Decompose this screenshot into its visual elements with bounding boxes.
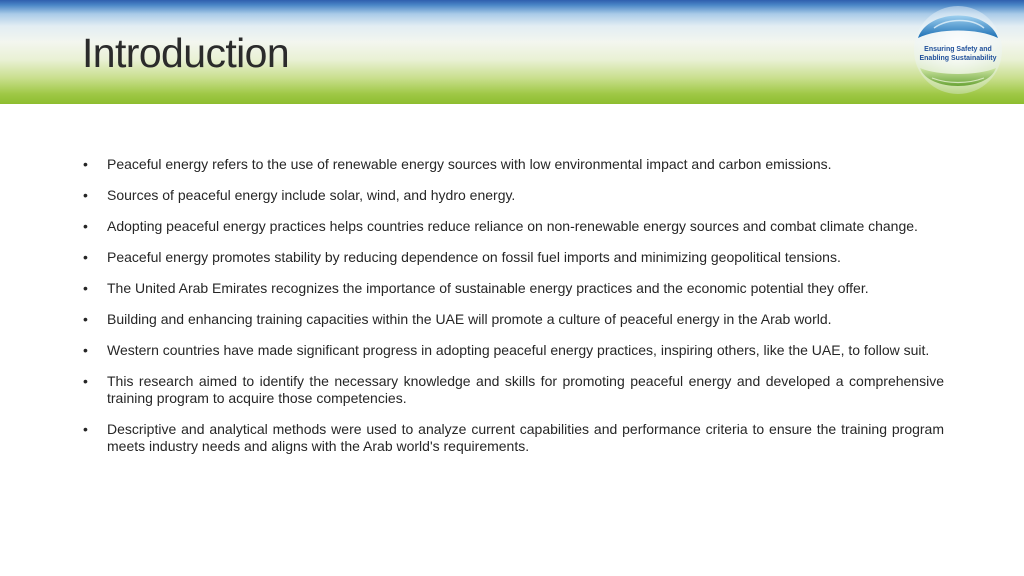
bullet-item: • Peaceful energy refers to the use of renewable energy sources with low environmental impact and carbon emissions. [80, 156, 944, 173]
bullet-item: • This research aimed to identify the necessary knowledge and skills for promoting peaceful energy and developed a comprehensive training program to acquire those competencies. [80, 373, 944, 407]
bullet-item: • Peaceful energy promotes stability by reducing dependence on fossil fuel imports and minimizing geopolitical tensions. [80, 249, 944, 266]
logo-tagline-line2: Enabling Sustainability [919, 55, 997, 62]
logo-tagline-line1: Ensuring Safety and [924, 46, 992, 53]
bullet-item: • Western countries have made significant progress in adopting peaceful energy practices, inspiring others, like the UAE, to follow suit. [80, 342, 944, 359]
logo-tagline [908, 45, 1008, 63]
logo [908, 4, 1008, 100]
bullet-list [80, 156, 944, 469]
slide-title: Introduction [82, 30, 290, 76]
bullet-item: • Adopting peaceful energy practices helps countries reduce reliance on non-renewable energy sources and combat climate change. [80, 218, 944, 235]
bullet-item: • Sources of peaceful energy include solar, wind, and hydro energy. [80, 187, 944, 204]
bullet-item: • The United Arab Emirates recognizes the importance of sustainable energy practices and the economic potential they offer. [80, 280, 944, 297]
bullet-item: • Descriptive and analytical methods were used to analyze current capabilities and performance criteria to ensure the training program meets industry needs and aligns with the Arab world's requirements. [80, 421, 944, 455]
bullet-item: • Building and enhancing training capacities within the UAE will promote a culture of peaceful energy in the Arab world. [80, 311, 944, 328]
